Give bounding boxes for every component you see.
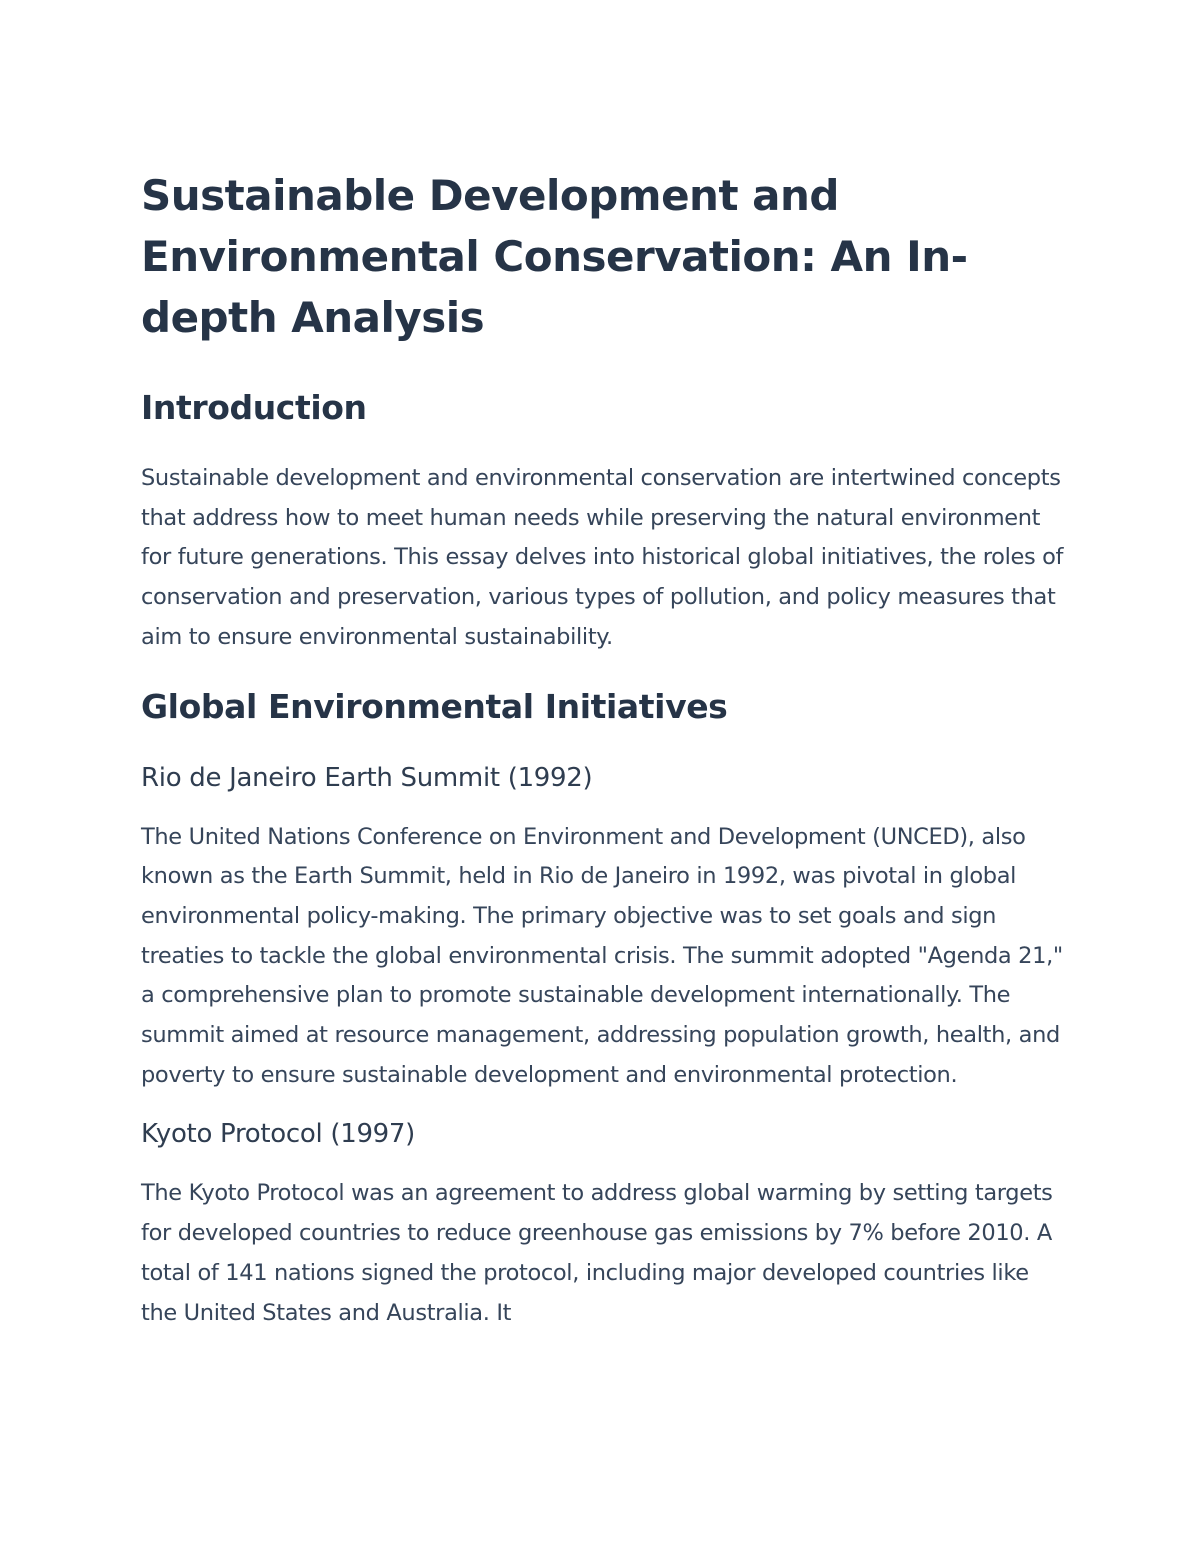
document-page (141, 165, 1066, 1333)
subsection-heading-rio-summit: Rio de Janeiro Earth Summit (1992) (141, 762, 593, 793)
document-title: Sustainable Development and Environmental Conservation: An In-depth Analysis (141, 171, 968, 342)
rio-summit-paragraph: The United Nations Conference on Environment and Development (UNCED), also known as the Earth Summit, held in Rio de Janeiro in 1992, was pivotal in global environmental policy-making. The primary objective was to set goals and sign treaties to tackle the global environmental crisis. The summit adopted "Agenda 21," a comprehensive plan to promote sustainable development internationally. The summit aimed at resource management, addressing population growth, health, and poverty to ensure sustainable development and environmental protection. (141, 823, 1063, 1088)
section-heading-introduction: Introduction (141, 388, 367, 427)
kyoto-protocol-paragraph: The Kyoto Protocol was an agreement to address global warming by setting targets for developed countries to reduce greenhouse gas emissions by 7% before 2010. A total of 141 nations signed the protocol, including major developed countries like the United States and Australia. It (141, 1180, 1053, 1326)
subsection-heading-kyoto-protocol: Kyoto Protocol (1997) (141, 1119, 416, 1150)
section-heading-global-initiatives: Global Environmental Initiatives (141, 686, 728, 726)
introduction-paragraph: Sustainable development and environmental conservation are intertwined concepts that address how to meet human needs while preserving the natural environment for future generations. This essay delves into historical global initiatives, the roles of conservation and preservation, various types of pollution, and policy measures that aim to ensure environmental sustainability. (141, 465, 1064, 650)
